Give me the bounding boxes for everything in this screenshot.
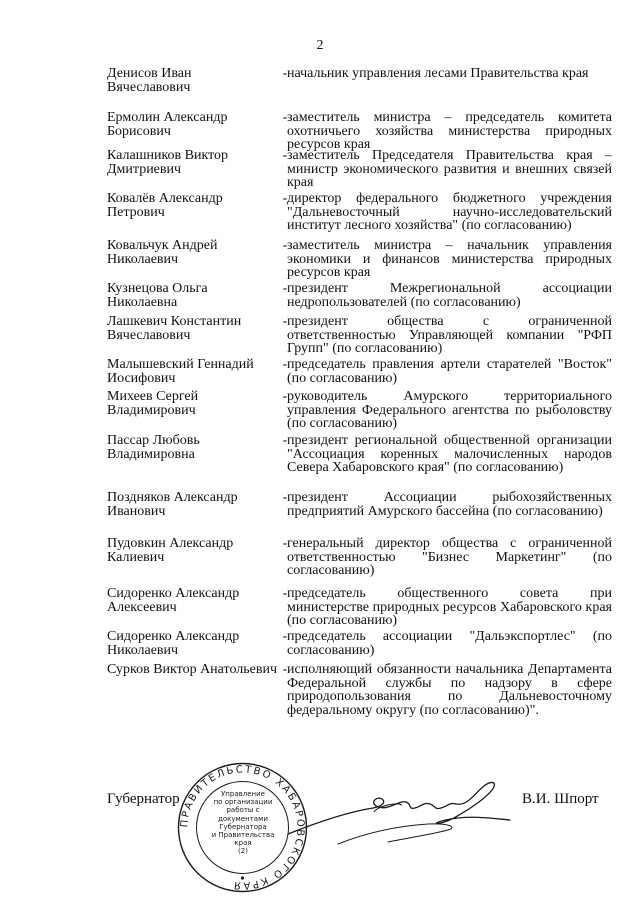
- separator-dash: -: [282, 66, 288, 81]
- separator-dash: -: [282, 281, 288, 296]
- separator-dash: -: [282, 148, 288, 163]
- seal-inner-line: края: [234, 839, 252, 848]
- separator-dash: -: [282, 662, 288, 677]
- seal-inner-line: Губернатора: [219, 822, 267, 831]
- member-role: директор федерального бюджетного учреждения "Дальневосточный научно-исследовательский институт лесного хозяйства" (по согласованию): [287, 191, 612, 233]
- separator-dash: -: [282, 357, 288, 372]
- member-role: председатель правления артели старателей "Восток" (по согласованию): [287, 357, 612, 386]
- member-name: Денисов Иван Вячеславович: [107, 66, 192, 95]
- member-role: президент Межрегиональной ассоциации недропользователей (по согласованию): [287, 281, 612, 310]
- signature-block: [0, 760, 640, 905]
- governor-name: В.И. Шпорт: [522, 791, 599, 807]
- svg-text:ПРАВИТЕЛЬСТВО ХАБАРОВСКОГО КРА: ПРАВИТЕЛЬСТВО ХАБАРОВСКОГО КРАЯ: [179, 764, 306, 891]
- member-name: Ковалёв Александр Петрович: [107, 191, 223, 220]
- seal-inner-line: работы с документами: [218, 806, 268, 823]
- member-name: Сидоренко Александр Николаевич: [107, 629, 240, 658]
- member-role: президент Ассоциации рыбохозяйственных предприятий Амурского бассейна (по согласованию): [287, 490, 612, 519]
- separator-dash: -: [282, 110, 288, 125]
- seal-inner-line: (2): [238, 847, 248, 856]
- separator-dash: -: [282, 586, 288, 601]
- member-name: Поздняков Александр Иванович: [107, 490, 238, 519]
- governor-title: Губернатор: [107, 791, 180, 807]
- seal-inner-text: [207, 790, 279, 856]
- member-role: президент общества с ограниченной ответственностью Управляющей компании "РФП Групп" (по согласованию): [287, 314, 612, 356]
- member-role: исполняющий обязанности начальника Департамента Федеральной службы по надзору в сфере природопользования по Дальневосточному федеральному округу (по согласованию)".: [287, 662, 612, 718]
- member-role: начальник управления лесами Правительства края: [287, 66, 589, 81]
- member-role: заместитель министра – председатель комитета охотничьего хозяйства министерства природных ресурсов края: [287, 110, 612, 152]
- member-name: Калашников Виктор Дмитриевич: [107, 148, 229, 177]
- member-name: Кузнецова Ольга Николаевна: [107, 281, 208, 310]
- seal-inner-line: Управление: [221, 790, 265, 798]
- seal-inner-line: и Правительства: [211, 831, 275, 840]
- separator-dash: -: [282, 191, 288, 206]
- separator-dash: -: [282, 238, 288, 253]
- separator-dash: -: [282, 629, 288, 644]
- member-role: заместитель министра – начальник управления экономики и финансов министерства природных ресурсов края: [287, 238, 612, 280]
- member-role: президент региональной общественной организации "Ассоциация коренных малочисленных народов Севера Хабаровского края" (по согласованию): [287, 433, 612, 475]
- member-name: Пассар Любовь Владимировна: [107, 433, 200, 462]
- separator-dash: -: [282, 433, 288, 448]
- separator-dash: -: [282, 490, 288, 505]
- seal-inner-line: по организации: [213, 798, 273, 807]
- member-name: Михеев Сергей Владимирович: [107, 389, 199, 418]
- member-role: председатель ассоциации "Дальэкспортлес" (по согласованию): [287, 629, 612, 658]
- handwritten-signature: [278, 772, 518, 852]
- member-name: Ковальчук Андрей Николаевич: [107, 238, 218, 267]
- member-name: Сурков Виктор Анатольевич: [107, 662, 278, 677]
- member-role: заместитель Председателя Правительства края – министр экономического развития и внешних связей края: [287, 148, 612, 190]
- separator-dash: -: [282, 314, 288, 329]
- member-name: Лашкевич Константин Вячеславович: [107, 314, 242, 343]
- member-role: генеральный директор общества с ограниченной ответственностью "Бизнес Маркетинг" (по согласованию): [287, 536, 612, 578]
- member-role: руководитель Амурского территориального управления Федерального агентства по рыболовству (по согласованию): [287, 389, 612, 431]
- separator-dash: -: [282, 389, 288, 404]
- member-role: председатель общественного совета при министерстве природных ресурсов Хабаровского края (по согласованию): [287, 586, 612, 628]
- member-name: Малышевский Геннадий Иосифович: [107, 357, 254, 386]
- member-name: Сидоренко Александр Алексеевич: [107, 586, 240, 615]
- member-name: Ермолин Александр Борисович: [107, 110, 228, 139]
- page-number: 2: [316, 38, 324, 53]
- member-name: Пудовкин Александр Калиевич: [107, 536, 234, 565]
- separator-dash: -: [282, 536, 288, 551]
